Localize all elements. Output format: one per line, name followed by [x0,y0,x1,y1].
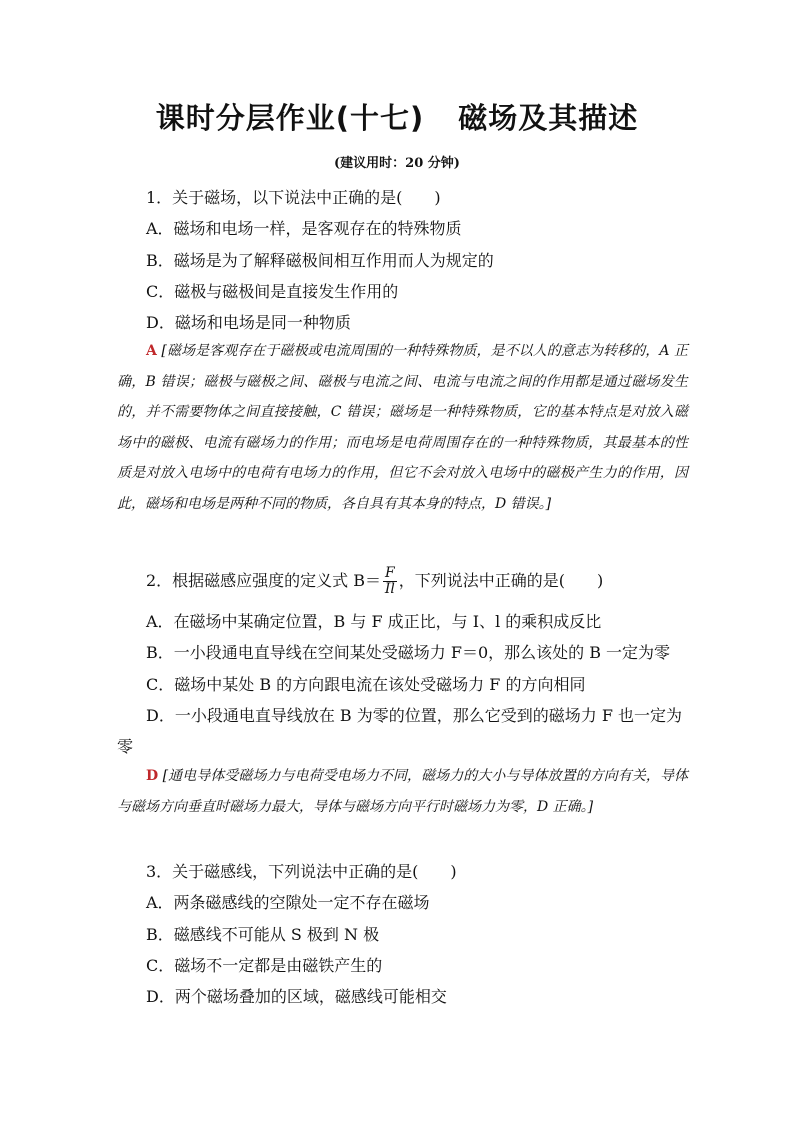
suggested-time: (建议用时：20 分钟) [334,156,460,171]
q3-option-a: A．两条磁感线的空隙处一定不存在磁场 [146,893,430,912]
q3-option-d: D．两个磁场叠加的区域，磁感线可能相交 [146,987,447,1006]
q2-stem-before: 2．根据磁感应强度的定义式 B＝ [146,571,382,590]
q1-answer [117,336,688,520]
q3-option-b: B．磁感线不可能从 S 极到 N 极 [146,925,380,944]
fraction-numerator: F [385,565,395,581]
q2-explanation: [通电导体受磁场力与电荷受电场力不同，磁场力的大小与导体放置的方向有关，导体与磁场方向垂直时磁场力最大，导体与磁场方向平行时磁场力为零，D 正确。] [117,768,689,815]
q2-option-d-continued: 零 [117,737,134,756]
q2-option-d: D．一小段通电直导线放在 B 为零的位置，那么它受到的磁场力 F 也一定为 [146,706,683,725]
q2-stem [146,566,716,597]
title-left: 课时分层作业(十七) [155,101,425,135]
q2-option-c: C．磁场中某处 B 的方向跟电流在该处受磁场力 F 的方向相同 [146,675,586,694]
title-right: 磁场及其描述 [458,101,639,135]
page-title [0,96,794,137]
q2-answer-key: D [146,768,159,784]
q3-stem: 3．关于磁感线，下列说法中正确的是( ) [146,862,457,881]
q1-option-c: C．磁极与磁极间是直接发生作用的 [146,282,399,301]
q1-option-a: A．磁场和电场一样，是客观存在的特殊物质 [146,219,462,238]
q1-stem: 1．关于磁场，以下说法中正确的是( ) [146,188,441,207]
q2-option-b: B．一小段通电直导线在空间某处受磁场力 F＝0，那么该处的 B 一定为零 [146,643,671,662]
q2-stem-after: ，下列说法中正确的是( ) [398,571,604,590]
q1-explanation: [磁场是客观存在于磁极或电流周围的一种特殊物质，是不以人的意志为转移的，A 正确，B 错误；磁极与磁极之间、磁极与电流之间、电流与电流之间的作用都是通过磁场发生的，并不需要物体之间直接接触，C 错误；磁场是一种特殊物质，它的基本特点是对放入磁场中的磁极、电流有磁场力的作用；而电场是电荷周围存在的一种特殊物质，其最基本的性质是对放入电场中的电荷有电场力的作用，但它不会对放入电场中的磁极产生力的作用，因此，磁场和电场是两种不同的物质，各自具有其本身的特点，D 错误。] [117,343,688,512]
q1-option-d: D．磁场和电场是同一种物质 [146,313,351,332]
fraction-denominator: Il [384,581,395,597]
q1-option-b: B．磁场是为了解释磁极间相互作用而人为规定的 [146,251,494,270]
q2-option-a: A．在磁场中某确定位置，B 与 F 成正比，与 I、l 的乘积成反比 [146,612,602,631]
q2-answer [117,761,688,822]
q3-option-c: C．磁场不一定都是由磁铁产生的 [146,956,383,975]
definition-fraction [383,566,397,597]
q1-answer-key: A [146,343,157,359]
